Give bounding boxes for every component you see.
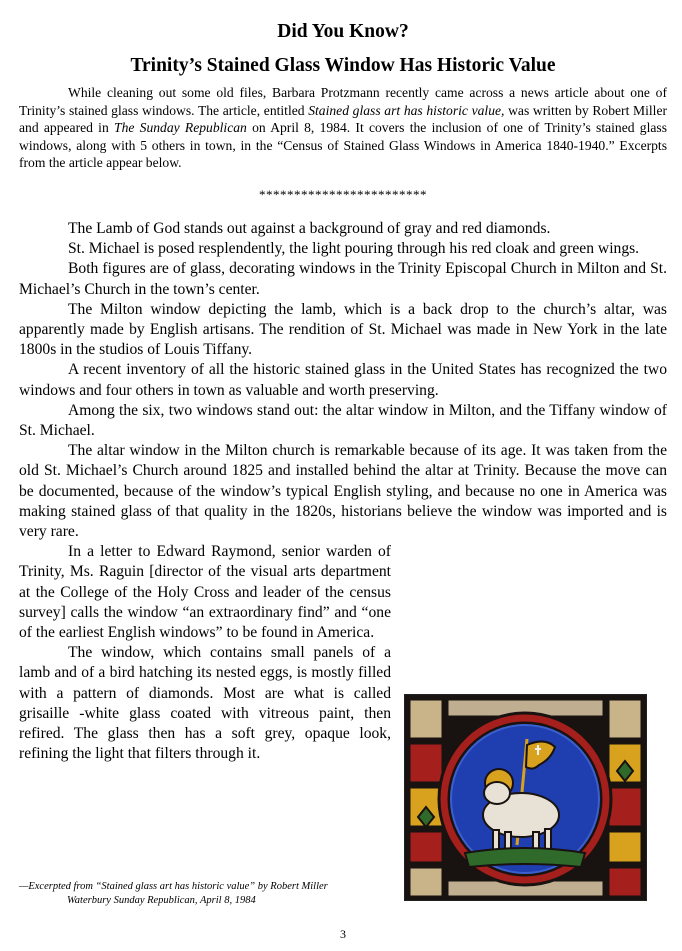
article-body: [19, 219, 667, 764]
citation-line: Waterbury Sunday Republican, April 8, 1984: [67, 895, 256, 906]
article-paragraph: The altar window in the Milton church is remarkable because of its age. It was taken from the old St. Michael’s Church around 1825 and installed behind the altar at Trinity. Because the move can be documented, because of the window’s typical English styling, and because no one in America was making stained glass of that quality in the 1820s, historians believe the window was imported and is very rare.: [19, 442, 667, 541]
article-paragraph: Among the six, two windows stand out: the altar window in Milton, and the Tiffany window of St. Michael.: [19, 401, 667, 440]
intro-article-title: Stained glass art has historic value,: [308, 102, 505, 118]
stained-glass-lamb-image: [404, 694, 647, 901]
article-headline: Trinity’s Stained Glass Window Has Historic Value: [130, 55, 556, 76]
intro-text-1: While cleaning out some old files, Barbara Protzmann recently came across a news article about one of Trinity’s stained glass windows. The article, entitled: [19, 85, 667, 118]
article-paragraph: The Milton window depicting the lamb, which is a back drop to the church’s altar, was apparently made by English artisans. The rendition of St. Michael was made in New York in the late 1800s in the studios of Louis Tiffany.: [19, 300, 667, 359]
page-number: 3: [340, 927, 346, 941]
intro-text-3: on April 8, 1984. It covers the inclusion of one of Trinity’s stained glass windows, along with 5 others in town, in the “Census of Stained Glass Windows in America 1840-1940.” Excerpts from the article appear below.: [19, 120, 667, 170]
separator-stars: ************************: [259, 187, 427, 202]
citation: [19, 880, 419, 908]
intro-newspaper-name: The Sunday Republican: [114, 120, 247, 135]
article-paragraph: A recent inventory of all the historic stained glass in the United States has recognized the two windows and four others in town as valuable and worth preserving.: [19, 361, 667, 399]
intro-paragraph: [19, 84, 667, 172]
intro-text-2: was written by Robert Miller and appeared in: [19, 102, 668, 135]
citation-line: —Excerpted from “Stained glass art has historic value” by Robert Miller: [19, 881, 328, 892]
page-title: Did You Know?: [277, 21, 409, 42]
article-paragraph: St. Michael is posed resplendently, the light pouring through his red cloak and green wings.: [68, 240, 640, 258]
article-paragraph: The Lamb of God stands out against a background of gray and red diamonds.: [68, 220, 551, 237]
article-paragraph: In a letter to Edward Raymond, senior warden of Trinity, Ms. Raguin [director of the visual arts department at the College of the Holy Cross and leader of the census survey] calls the window “an extraordinary find” and “one of the earliest English windows” to be found in America.: [19, 543, 391, 642]
article-lower-column: [19, 542, 391, 764]
article-paragraph: Both figures are of glass, decorating windows in the Trinity Episcopal Church in Milton and St. Michael’s Church in the town’s center.: [19, 260, 667, 298]
lamb-of-god-window-illustration: [405, 695, 646, 900]
article-paragraph: The window, which contains small panels of a lamb and of a bird hatching its nested eggs, is mostly filled with a pattern of diamonds. Most are what is called grisaille -white glass coated with vitreous paint, then refired. The glass then has a soft grey, opaque look, refining the light that filters through it.: [19, 644, 391, 763]
